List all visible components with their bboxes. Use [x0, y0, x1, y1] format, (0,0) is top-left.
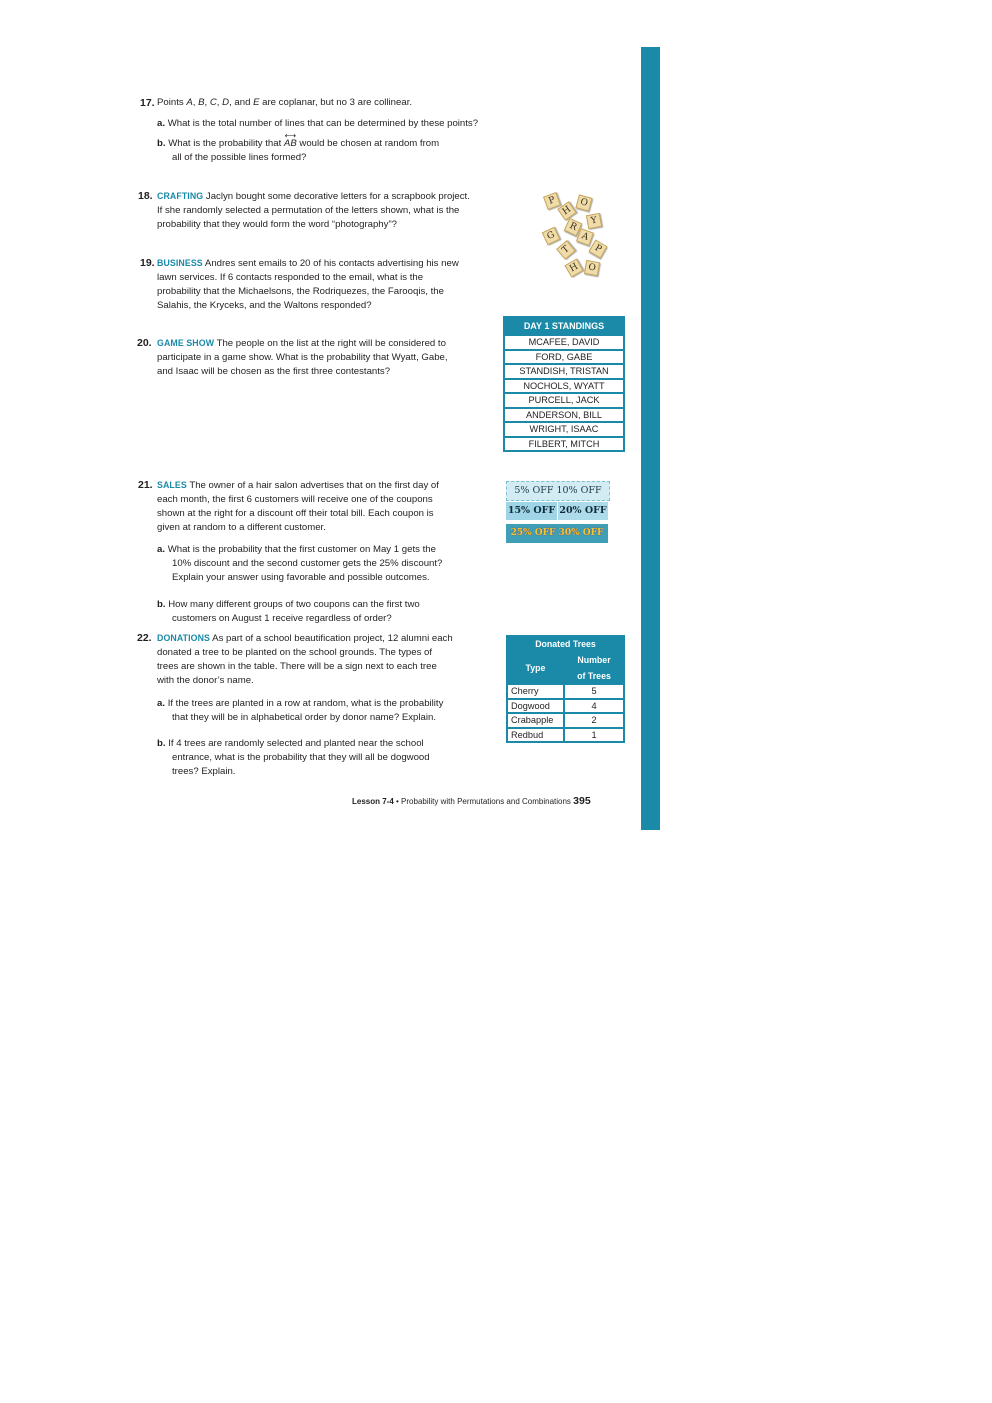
letter-tile: Y [586, 213, 602, 229]
trees-col-number: Number [564, 652, 624, 668]
table-row [507, 713, 624, 728]
footer-title: Probability with Permutations and Combinations [401, 797, 574, 806]
problem-18-number: 18. [138, 190, 153, 202]
problem-21-text: SALES The owner of a hair salon advertises that on the first day of each month, the first 6 customers will receive one of the coupons shown at the right for a discount off their total bill. Each coupon is given at random to a different customer. [157, 480, 439, 533]
coupon-15: 15% OFF [506, 502, 557, 520]
problem-18-text: CRAFTING Jaclyn bought some decorative letters for a scrapbook project. If she randomly selected a permutation of the letters shown, what is the probability that they would form the word “photography”? [157, 191, 470, 230]
standings-name: FORD, GABE [504, 350, 624, 365]
problem-20-text: GAME SHOW The people on the list at the right will be considered to participate in a game show. What is the probability that Wyatt, Gabe, and Isaac will be chosen as the first three contestants? [157, 338, 448, 377]
side-color-bar [641, 47, 660, 830]
tree-type: Cherry [507, 684, 564, 699]
standings-name: STANDISH, TRISTAN [504, 364, 624, 379]
standings-name: ANDERSON, BILL [504, 408, 624, 423]
problem-19-text: BUSINESS Andres sent emails to 20 of his contacts advertising his new lawn services. If 6 contacts responded to the email, what is the probability that the Michaelsons, the Rodriquezes, the Farooqis, the Salahis, the Kryceks, and the Waltons responded? [157, 258, 459, 311]
standings-name: MCAFEE, DAVID [504, 335, 624, 350]
standings-name: FILBERT, MITCH [504, 437, 624, 452]
problem-17-number: 17. [140, 97, 155, 109]
table-row [507, 684, 624, 699]
page-number: 395 [573, 795, 591, 807]
standings-name: NOCHOLS, WYATT [504, 379, 624, 394]
standings-name: PURCELL, JACK [504, 393, 624, 408]
problem-21-number: 21. [138, 479, 153, 491]
letter-tile: H [564, 258, 583, 277]
letter-tile: O [575, 194, 592, 211]
tree-count: 4 [564, 699, 624, 714]
problem-17a: a. What is the total number of lines that can be determined by these points? [157, 118, 479, 129]
letter-tile: G [542, 227, 561, 246]
donated-trees-table [506, 635, 625, 743]
tree-type: Crabapple [507, 713, 564, 728]
trees-col-type: Type [507, 652, 564, 684]
coupon-5-10: 5% OFF 10% OFF [506, 481, 610, 501]
tree-type: Redbud [507, 728, 564, 743]
trees-col-number-2: of Trees [564, 668, 624, 684]
letter-tile: T [556, 240, 576, 260]
standings-title: DAY 1 STANDINGS [504, 317, 624, 335]
coupon-20: 20% OFF [558, 502, 608, 520]
coupons-image [506, 481, 608, 545]
table-row [507, 699, 624, 714]
problem-22b: b. If 4 trees are randomly selected and planted near the school entrance, what is the probability that they will all be dogwood trees? Explain. [157, 738, 430, 777]
tree-count: 2 [564, 713, 624, 728]
problem-22-text: DONATIONS As part of a school beautification project, 12 alumni each donated a tree to be planted on the school grounds. The types of trees are shown in the table. There will be a sign next to each tree with the donor’s name. [157, 633, 453, 686]
table-row [507, 728, 624, 743]
problem-22a: a. If the trees are planted in a row at random, what is the probability that they will be in alphabetical order by donor name? Explain. [157, 698, 444, 723]
letter-tile: R [564, 218, 583, 237]
letter-tile: P [588, 239, 607, 258]
problem-17-stem: Points A, B, C, D, and E are coplanar, but no 3 are collinear. [157, 97, 413, 108]
problem-22-number: 22. [137, 632, 152, 644]
problem-21b: b. How many different groups of two coupons can the first two customers on August 1 receive regardless of order? [157, 599, 420, 624]
letter-tile: A [576, 228, 594, 246]
letter-tile: O [584, 260, 600, 276]
page-footer: Lesson 7-4 • Probability with Permutations and Combinations 395 [352, 795, 591, 807]
letter-tile: P [543, 192, 561, 210]
problem-20-number: 20. [137, 337, 152, 349]
trees-table-title: Donated Trees [507, 636, 624, 652]
tree-count: 5 [564, 684, 624, 699]
problem-19-number: 19. [140, 257, 155, 269]
standings-name: WRIGHT, ISAAC [504, 422, 624, 437]
problem-17b: b. What is the probability that ⟷ AB would be chosen at random from all of the possible lines formed? [157, 131, 440, 163]
coupon-25-30: 25% OFF 30% OFF [506, 524, 608, 543]
tree-count: 1 [564, 728, 624, 743]
standings-table [503, 316, 625, 452]
problem-21a: a. What is the probability that the first customer on May 1 gets the 10% discount and the second customer gets the 25% discount? Explain your answer using favorable and possible outcomes. [157, 544, 443, 583]
tree-type: Dogwood [507, 699, 564, 714]
letter-tile: H [557, 201, 576, 220]
footer-lesson: Lesson 7-4 [352, 797, 394, 806]
